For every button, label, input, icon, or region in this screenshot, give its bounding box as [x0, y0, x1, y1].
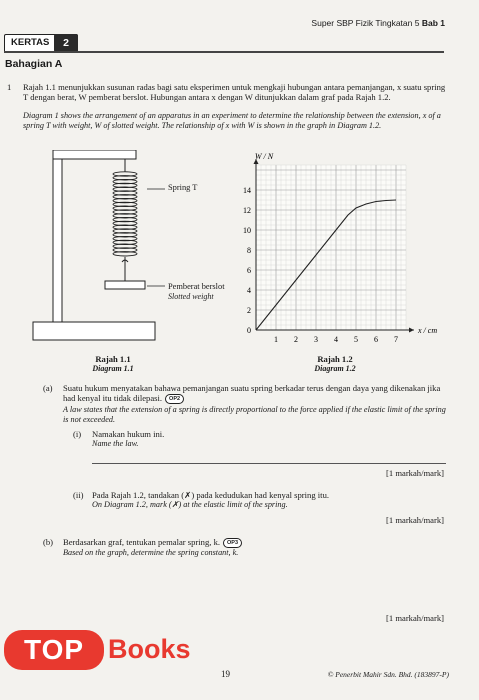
header-rule [4, 51, 444, 53]
header-series: Super SBP Fizik Tingkatan 5 [311, 18, 420, 28]
spring-label: Spring T [168, 183, 198, 192]
part-a-text: Suatu hukum menyatakan bahawa pemanjangan suatu spring berkadar terus dengan daya yang dikenakan jika had kenyal itu tidak dilepasi. [63, 383, 441, 404]
x-tick-label: 7 [394, 335, 398, 344]
part-a-ii-text-en: On Diagram 1.2, mark (✗) at the elastic limit of the spring. [92, 500, 288, 509]
part-b-text: Berdasarkan graf, tentukan pemalar spring, k. [63, 537, 221, 547]
x-tick-label: 6 [374, 335, 378, 344]
part-a-i-text-ms: Namakan hukum ini. [92, 429, 165, 439]
question-text-ms: Rajah 1.1 menunjukkan susunan radas bagi satu eksperimen untuk mengkaji hubungan antara pemanjangan, x suatu spring T dengan berat, W pemberat berslot. Hubungan antara x dengan W ditunjukkan dalam graf pada Rajah 1.2. [23, 82, 446, 103]
x-tick-label: 4 [334, 335, 338, 344]
header-chapter: Bab 1 [421, 18, 445, 28]
part-a-label: (a) [43, 383, 53, 393]
graph-w-vs-x [228, 150, 450, 350]
publisher: © Penerbit Mahir Sdn. Bhd. (183897-P) [327, 670, 449, 679]
part-b-text-ms [63, 537, 448, 548]
badge-op3: OP3 [223, 538, 242, 548]
diagram1-caption-en: Diagram 1.1 [92, 364, 134, 373]
x-tick-label: 3 [314, 335, 318, 344]
x-tick-label: 2 [294, 335, 298, 344]
badge-op2: OP2 [165, 394, 184, 404]
y-tick-label: 4 [247, 286, 251, 295]
mark-a-ii: [1 markah/mark] [386, 515, 444, 525]
y-tick-label: 2 [247, 306, 251, 315]
x-axis-label: x / cm [418, 326, 438, 335]
mark-b: [1 markah/mark] [386, 613, 444, 623]
stand-base [33, 322, 155, 340]
question-number: 1 [7, 82, 12, 92]
x-tick-label: 1 [274, 335, 278, 344]
spring-t [113, 172, 137, 256]
answer-line-a-i[interactable] [92, 463, 446, 464]
diagram1-caption: Rajah 1.1 [95, 354, 131, 364]
topbooks-logo [0, 630, 196, 670]
apparatus-diagram [30, 150, 230, 380]
x-axis-arrow [409, 328, 414, 333]
logo-books: Books [108, 634, 191, 664]
weight-label-en: Slotted weight [168, 292, 214, 301]
diagram2-caption-en: Diagram 1.2 [314, 364, 356, 373]
part-b-label: (b) [43, 537, 54, 547]
diagram2-caption: Rajah 1.2 [317, 354, 353, 364]
part-a-i-label: (i) [73, 429, 82, 439]
kertas-number: 2 [54, 34, 78, 52]
slotted-weight [105, 281, 145, 289]
running-header [311, 18, 445, 28]
question-text-en: Diagram 1 shows the arrangement of an apparatus in an experiment to determine the relationship between the extension, x of a spring T with weight, W of slotted weight. The relationship of x with W is shown in the graph in Diagram 1.2. [23, 111, 441, 130]
y-tick-label: 6 [247, 266, 251, 275]
y-tick-label: 10 [243, 226, 251, 235]
y-tick-label: 14 [243, 186, 251, 195]
section-title: Bahagian A [5, 58, 63, 70]
stand-arm [53, 150, 136, 159]
part-a-i-text-en: Name the law. [92, 439, 139, 448]
y-axis-label: W / N [254, 152, 274, 161]
kertas-label: KERTAS [11, 37, 50, 48]
page-number: 19 [221, 669, 230, 679]
part-b-text-en: Based on the graph, determine the spring constant, k. [63, 548, 239, 557]
part-a-text-ms [63, 383, 448, 404]
logo-top: TOP [4, 630, 104, 670]
part-a-ii-label: (ii) [73, 490, 84, 500]
y-tick-label: 8 [247, 246, 251, 255]
mark-a-i: [1 markah/mark] [386, 468, 444, 478]
weight-label-ms: Pemberat berslot [168, 282, 225, 291]
stand-rod [53, 150, 62, 322]
part-a-ii-text-ms: Pada Rajah 1.2, tandakan (✗) pada kedudukan had kenyal spring itu. [92, 490, 330, 500]
x-tick-label: 5 [354, 335, 358, 344]
part-a-text-en: A law states that the extension of a spring is directly proportional to the force applied if the elastic limit of the spring is not exceeded. [63, 405, 446, 425]
y-tick-label: 12 [243, 206, 251, 215]
origin-label: 0 [247, 326, 251, 335]
